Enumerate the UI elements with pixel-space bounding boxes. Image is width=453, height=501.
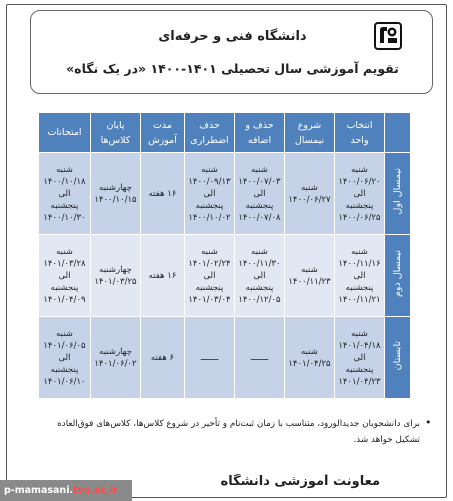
table-corner [385, 113, 411, 153]
cell-text: ۱۴۰۱/۰۶/۰۵ [43, 340, 86, 351]
watermark-prefix: p-mamasani. [4, 485, 74, 496]
cell-text: چهارشنبه [99, 264, 132, 275]
table-cell [335, 317, 385, 399]
cell-text: پنجشنبه [50, 364, 79, 375]
cell-text: ۱۴۰۱/۰۳/۲۸ [43, 258, 86, 269]
cell-text: شنبه [301, 346, 318, 357]
table-cell [141, 317, 185, 399]
table-cell [335, 235, 385, 317]
cell-text: ۱۴۰۰/۰۶/۲۷ [288, 194, 331, 205]
cell-text: ۱۴۰۱/۰۲/۲۴ [188, 258, 231, 269]
cell-text: شنبه [301, 182, 318, 193]
cell-text: ۱۴۰۰/۱۱/۲۱ [338, 294, 381, 305]
cell-text: ۱۴۰۰/۰۷/۰۳ [238, 176, 281, 187]
cell-text: الی [58, 188, 71, 199]
semester-label: نیمسال دوم [391, 250, 403, 297]
cell-text: پنجشنبه [195, 200, 224, 211]
cell-text: ۱۴۰۰/۱۰/۱۸ [43, 176, 86, 187]
cell-text: ـــــــ [250, 352, 269, 363]
table-cell [91, 317, 141, 399]
cell-text: الی [253, 270, 266, 281]
table-cell [285, 153, 335, 235]
watermark-highlight: tvu.ac.ir [73, 485, 118, 496]
column-header: حذف اضطراری [185, 113, 235, 153]
table-cell [235, 153, 285, 235]
table-cell [285, 235, 335, 317]
cell-text: ۱۴۰۰/۱۱/۲۳ [288, 276, 331, 287]
cell-text: پنجشنبه [245, 282, 274, 293]
cell-text: ۱۴۰۱/۰۴/۰۹ [43, 294, 86, 305]
cell-text: الی [353, 270, 366, 281]
footer-signature-title: معاونت آموزشی دانشگاه [220, 474, 380, 489]
cell-text: الی [58, 352, 71, 363]
table-cell [235, 317, 285, 399]
column-header: انتخاب واحد [335, 113, 385, 153]
source-watermark [0, 480, 132, 501]
cell-text: ۱۴۰۰/۱۲/۰۵ [238, 294, 281, 305]
table-cell [141, 235, 185, 317]
cell-text: ۱۴۰۱/۰۳/۰۴ [188, 294, 231, 305]
table-cell [39, 317, 91, 399]
cell-text: شنبه [351, 246, 368, 257]
cell-text: ۱۴۰۰/۱۰/۱۵ [94, 194, 137, 205]
table-cell [39, 153, 91, 235]
cell-text: الی [203, 188, 216, 199]
cell-text: پنجشنبه [345, 282, 374, 293]
row-header [385, 317, 411, 399]
cell-text: پنجشنبه [345, 200, 374, 211]
table-row [39, 235, 411, 317]
semester-label: تابستان [391, 340, 403, 371]
column-header: مدت آموزش [141, 113, 185, 153]
cell-text: شنبه [56, 246, 73, 257]
table-header-row [39, 113, 411, 153]
cell-text: ۱۴۰۰/۰۷/۰۸ [238, 212, 281, 223]
column-header: پایان کلاس‌ها [91, 113, 141, 153]
cell-text: شنبه [56, 164, 73, 175]
cell-text: ۱۴۰۰/۱۰/۳۰ [43, 212, 86, 223]
cell-text: الی [253, 188, 266, 199]
row-header [385, 235, 411, 317]
table-row [39, 317, 411, 399]
cell-text: ۱۴۰۱/۰۴/۲۵ [288, 358, 331, 369]
calendar-title: تقویم آموزشی سال تحصیلی ۱۴۰۱-۱۴۰۰ «در یک نگاه» [66, 61, 399, 76]
cell-text: شنبه [351, 164, 368, 175]
row-header [385, 153, 411, 235]
note-text: برای دانشجویان جدیدالورود، متناسب با زمان ثبت‌نام و تأخیر در شروع کلاس‌ها، کلاس‌های فوق‌العاده تشکیل خواهد شد. [57, 419, 420, 445]
table-cell [285, 317, 335, 399]
table-cell [91, 235, 141, 317]
table-cell [141, 153, 185, 235]
cell-text: ۱۴۰۱/۰۶/۰۲ [94, 358, 137, 369]
cell-text: الی [353, 352, 366, 363]
column-header: شروع نیمسال [285, 113, 335, 153]
table-cell [91, 153, 141, 235]
table-cell [185, 317, 235, 399]
note-bullet-icon: • [425, 416, 432, 429]
cell-text: شنبه [251, 246, 268, 257]
cell-text: پنجشنبه [345, 364, 374, 375]
cell-text: شنبه [301, 264, 318, 275]
cell-text: شنبه [201, 164, 218, 175]
table-cell [335, 153, 385, 235]
cell-text: چهارشنبه [99, 182, 132, 193]
university-title: دانشگاه فنی و حرفه‌ای [158, 29, 307, 44]
cell-text: الی [203, 270, 216, 281]
cell-text: ۱۴۰۱/۰۶/۱۰ [43, 376, 86, 387]
title-box [30, 10, 433, 94]
cell-text: الی [353, 188, 366, 199]
cell-text: پنجشنبه [245, 200, 274, 211]
table-row [39, 153, 411, 235]
cell-text: شنبه [201, 246, 218, 257]
cell-text: ۱۴۰۰/۰۶/۲۵ [338, 212, 381, 223]
column-header: حذف و اضافه [235, 113, 285, 153]
semester-label: نیمسال اول [391, 168, 403, 215]
cell-text: ۱۴۰۰/۱۱/۳۰ [238, 258, 281, 269]
cell-text: شنبه [351, 328, 368, 339]
cell-text: پنجشنبه [195, 282, 224, 293]
cell-text: ۱۴۰۱/۰۳/۲۵ [94, 276, 137, 287]
table-cell [185, 235, 235, 317]
column-header: امتحانات [39, 113, 91, 153]
table-cell [235, 235, 285, 317]
cell-text: الی [58, 270, 71, 281]
cell-text: ۱۴۰۰/۱۰/۰۲ [188, 212, 231, 223]
cell-text: ـــــــ [200, 352, 219, 363]
table-cell [39, 235, 91, 317]
cell-text: ۱۴۰۱/۰۴/۲۳ [338, 376, 381, 387]
cell-text: پنجشنبه [50, 282, 79, 293]
cell-text: چهارشنبه [99, 346, 132, 357]
cell-text: شنبه [56, 328, 73, 339]
cell-text: ۱۶ هفته [148, 270, 177, 281]
cell-text: شنبه [251, 164, 268, 175]
cell-text: ۶ هفته [150, 352, 175, 363]
table-cell [185, 153, 235, 235]
cell-text: ۱۴۰۰/۰۶/۲۰ [338, 176, 381, 187]
cell-text: ۱۴۰۰/۱۱/۱۶ [338, 258, 381, 269]
cell-text: ۱۴۰۰/۰۹/۱۳ [188, 176, 231, 187]
cell-text: ۱۴۰۱/۰۴/۱۸ [338, 340, 381, 351]
cell-text: ۱۶ هفته [148, 188, 177, 199]
cell-text: پنجشنبه [50, 200, 79, 211]
academic-calendar-table [38, 112, 411, 399]
